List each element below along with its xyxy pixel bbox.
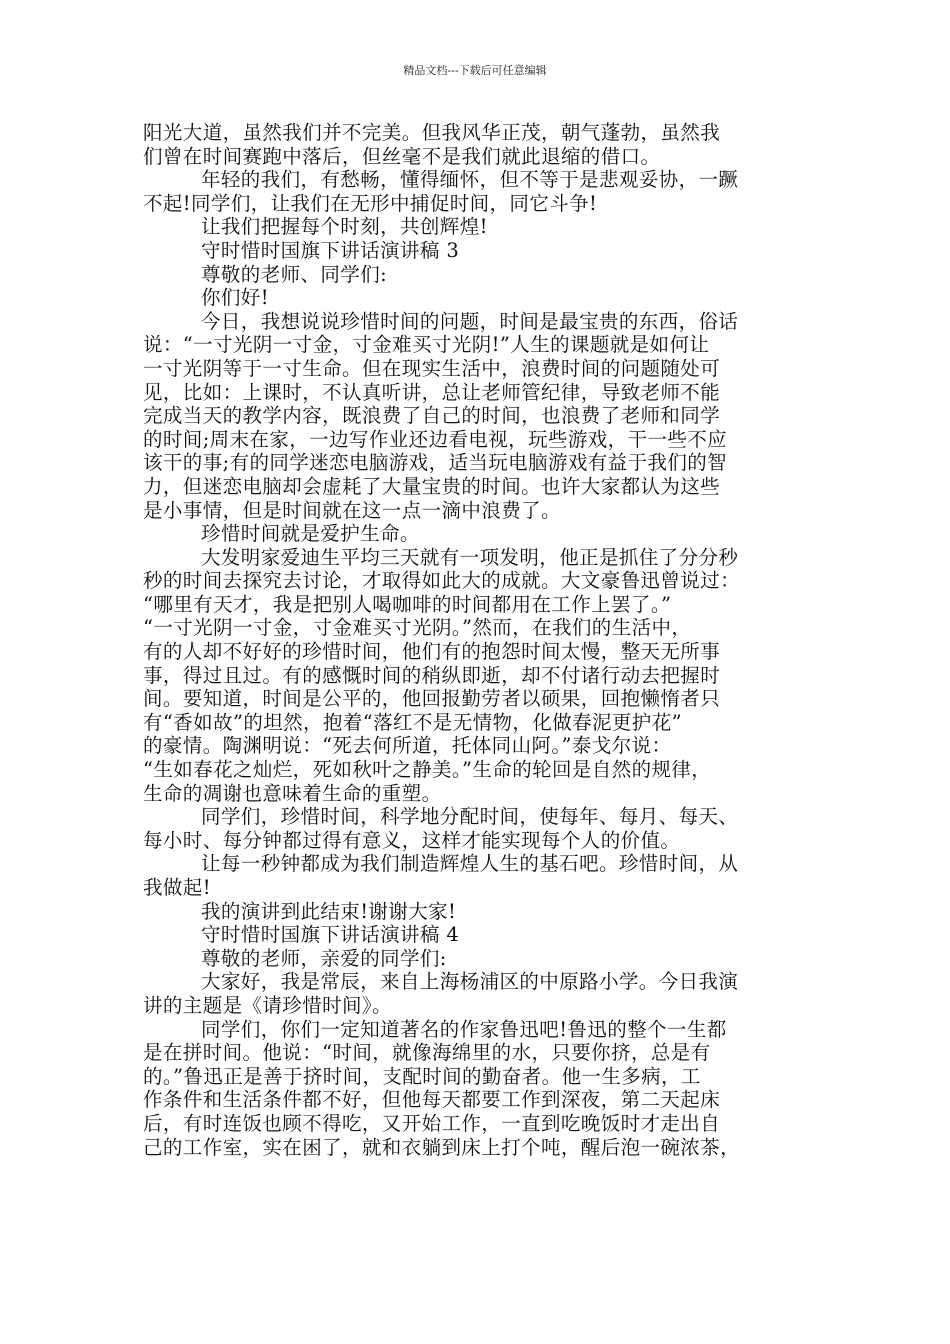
text-line: 己的工作室，实在困了，就和衣躺到床上打个吨，醒后泡一碗浓茶， xyxy=(143,1135,741,1159)
text-line: 我的演讲到此结束!谢谢大家! xyxy=(201,899,457,923)
text-line: 大家好，我是常辰，来自上海杨浦区的中原路小学。今日我演 xyxy=(201,970,739,994)
text-line: 珍惜时间就是爱护生命。 xyxy=(201,522,420,546)
text-line: 让每一秒钟都成为我们制造辉煌人生的基石吧。珍惜时间，从 xyxy=(201,852,739,876)
page-header: 精品文档---下载后可任意编辑 xyxy=(403,64,547,77)
text-line: 有“香如故”的坦然，抱着“落红不是无情物，化做春泥更护花” xyxy=(143,710,682,734)
text-line: 不起!同学们，让我们在无形中捕促时间，同它斗争! xyxy=(143,191,598,215)
text-line: 完成当天的教学内容，既浪费了自己的时间，也浪费了老师和同学 xyxy=(143,404,721,428)
text-line: 见，比如：上课时，不认真听讲，总让老师管纪律，导致老师不能 xyxy=(143,380,721,404)
text-line: 有的人却不好好的珍惜时间，他们有的抱怨时间太慢，整天无所事 xyxy=(143,640,721,664)
text-line: 守时惜时国旗下讲话演讲稿 3 xyxy=(201,238,460,262)
text-line: 该干的事;有的同学迷恋电脑游戏，适当玩电脑游戏有益于我们的智 xyxy=(143,451,728,475)
text-line: 尊敬的老师、同学们: xyxy=(201,262,388,286)
text-line: 阳光大道，虽然我们并不完美。但我风华正茂，朝气蓬勃，虽然我 xyxy=(143,121,721,144)
text-line: 守时惜时国旗下讲话演讲稿 4 xyxy=(201,923,460,947)
text-line: 力，但迷恋电脑却会虚耗了大量宝贵的时间。也许大家都认为这些 xyxy=(143,474,721,498)
text-line: 大发明家爱迪生平均三天就有一项发明，他正是抓住了分分秒 xyxy=(201,545,739,569)
text-line: 让我们把握每个时刻，共创辉煌! xyxy=(201,215,488,239)
text-line: 我做起! xyxy=(143,876,211,899)
text-line: 事，得过且过。有的感慨时间的稍纵即逝，却不付诸行动去把握时 xyxy=(143,663,721,687)
text-line: 年轻的我们，有愁畅，懂得缅怀，但不等于是悲观妥协，一蹶 xyxy=(201,168,739,192)
text-line: 生命的凋谢也意味着生命的重塑。 xyxy=(143,781,442,805)
text-line: 的豪情。陶渊明说：“死去何所道，托体同山阿。”泰戈尔说： xyxy=(143,734,672,758)
text-line: 们曾在时间赛跑中落后，但丝毫不是我们就此退缩的借口。 xyxy=(143,144,661,168)
text-line: “一寸光阴一寸金，寸金难买寸光阴。”然而，在我们的生活中， xyxy=(143,616,692,640)
text-line: 尊敬的老师，亲爱的同学们: xyxy=(201,946,447,970)
text-line: 讲的主题是《请珍惜时间》。 xyxy=(143,993,392,1017)
text-line: “哪里有天才，我是把别人喝咖啡的时间都用在工作上罢了。” xyxy=(143,592,672,616)
text-line: 的时间;周末在家，一边写作业还边看电视，玩些游戏，干一些不应 xyxy=(143,427,728,451)
text-line: 间。要知道，时间是公平的，他回报勤劳者以硕果，回抱懒惰者只 xyxy=(143,687,721,711)
document-body xyxy=(143,121,819,1159)
text-line: 是在拼时间。他说：“时间，就像海绵里的水，只要你挤，总是有 xyxy=(143,1041,711,1065)
text-line: 同学们，你们一定知道著名的作家鲁迅吧!鲁迅的整个一生都 xyxy=(201,1017,727,1041)
text-line: 后，有时连饭也顾不得吃，又开始工作，一直到吃晚饭时才走出自 xyxy=(143,1111,721,1135)
text-line: 同学们，珍惜时间，科学地分配时间，使每年、每月、每天、 xyxy=(201,805,739,829)
text-line: 你们好! xyxy=(201,286,269,310)
text-line: 作条件和生活条件都不好，但他每天都要工作到深夜，第二天起床 xyxy=(143,1088,721,1112)
text-line: 的。”鲁迅正是善于挤时间，支配时间的勤奋者。他一生多病，工 xyxy=(143,1064,701,1088)
text-line: 每小时、每分钟都过得有意义，这样才能实现每个人的价值。 xyxy=(143,828,681,852)
text-line: 今日，我想说说珍惜时间的问题，时间是最宝贵的东西，俗话 xyxy=(201,309,739,333)
text-line: 是小事情，但是时间就在这一点一滴中浪费了。 xyxy=(143,498,561,522)
text-line: 一寸光阴等于一寸生命。但在现实生活中，浪费时间的问题随处可 xyxy=(143,356,721,380)
text-line: 说：“一寸光阴一寸金，寸金难买寸光阴!”人生的课题就是如何让 xyxy=(143,333,710,357)
text-line: 秒的时间去探究去讨论，才取得如此大的成就。大文豪鲁迅曾说过： xyxy=(143,569,741,593)
text-line: “生如春花之灿烂，死如秋叶之静美。”生命的轮回是自然的规律， xyxy=(143,758,712,782)
